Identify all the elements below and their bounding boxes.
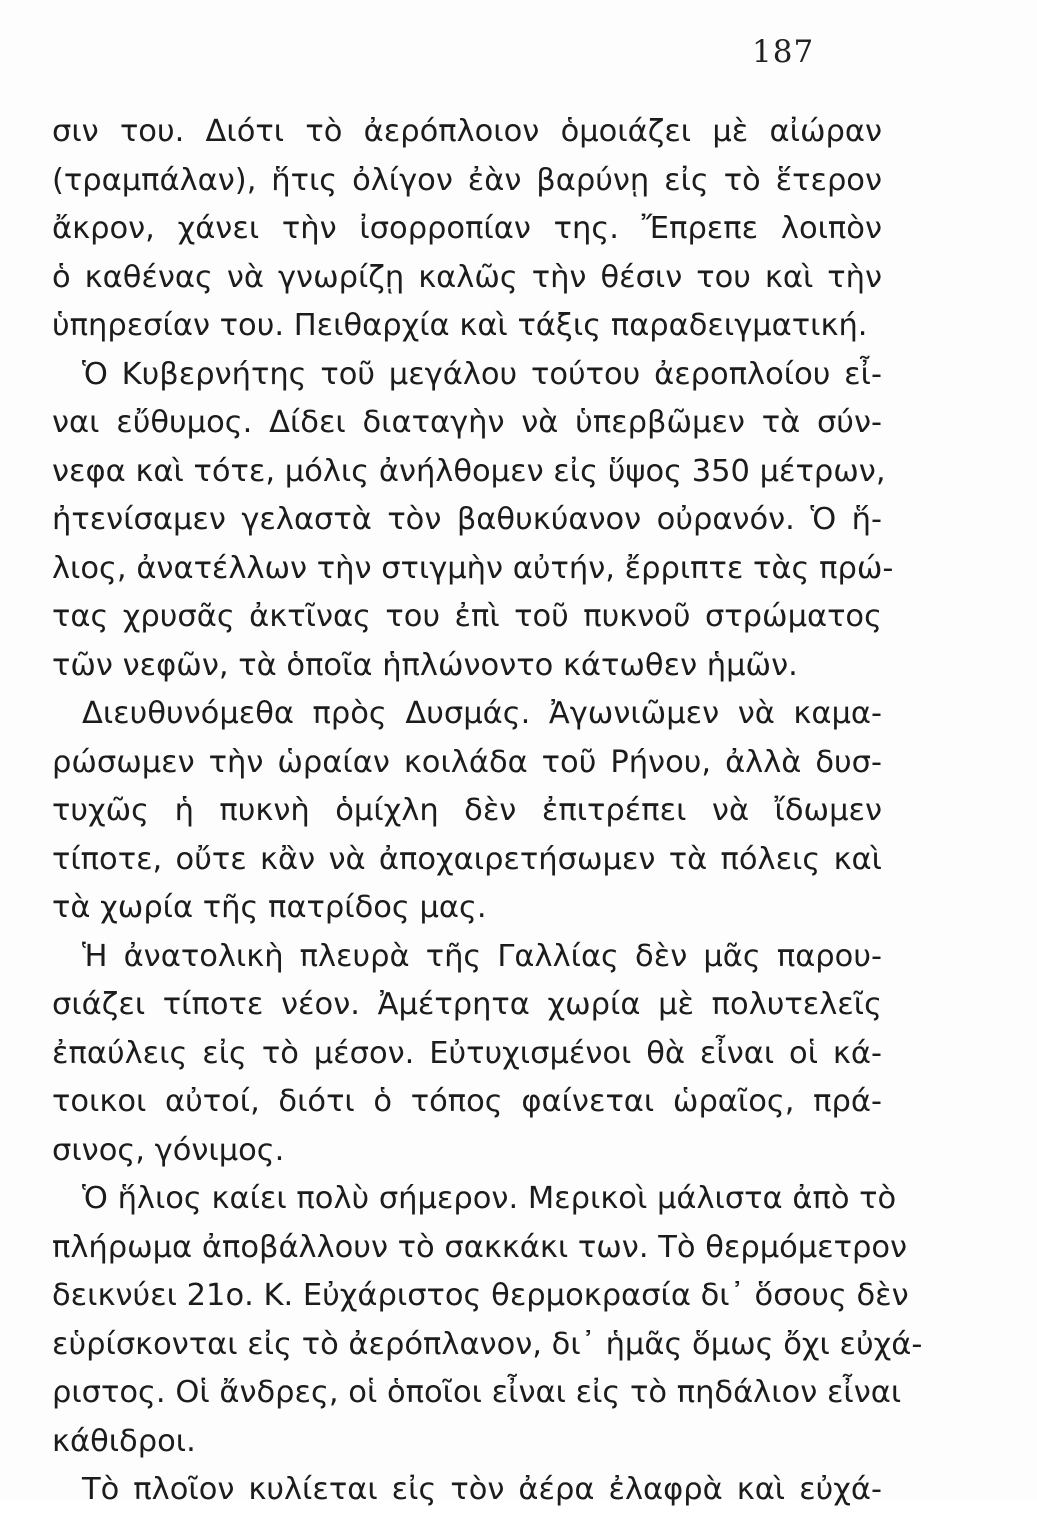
text-line: ὁ καθένας νὰ γνωρίζῃ καλῶς τὴν θέσιν του καὶ τὴν [52,259,882,295]
body-text [52,108,923,1515]
text-line: Ἡ ἀνατολικὴ πλευρὰ τῆς Γαλλίας δὲν μᾶς παρου- [82,938,882,974]
text-line: πλήρωμα ἀποβάλλουν τὸ σακκάκι των. Τὸ θερμόμετρον [52,1229,908,1265]
text-line: δεικνύει 21ο. Κ. Εὐχάριστος θερμοκρασία δι᾽ ὅσους δὲν [52,1278,909,1313]
text-line: σιάζει τίποτε νέον. Ἀμέτρητα χωρία μὲ πολυτελεῖς [52,987,882,1022]
text-line: τυχῶς ἡ πυκνὴ ὁμίχλη δὲν ἐπιτρέπει νὰ ἴδωμεν [52,793,882,828]
text-line: τας χρυσᾶς ἀκτῖνας του ἐπὶ τοῦ πυκνοῦ στρώματος [52,599,882,634]
text-line: ρώσωμεν τὴν ὡραίαν κοιλάδα τοῦ Ρήνου, ἀλλὰ δυσ- [52,744,882,780]
text-line: ἄκρον, χάνει τὴν ἰσορροπίαν της. Ἔπρεπε λοιπὸν [52,211,882,246]
text-line: τίποτε, οὔτε κἂν νὰ ἀποχαιρετήσωμεν τὰ πόλεις καὶ [52,841,882,877]
text-line: Ὁ ἥλιος καίει πολὺ σήμερον. Μερικοὶ μάλιστα ἀπὸ τὸ [82,1181,897,1216]
text-line: νεφα καὶ τότε, μόλις ἀνήλθομεν εἰς ὕψος 350 μέτρων, [52,453,886,489]
text-line: τοικοι αὐτοί, διότι ὁ τόπος φαίνεται ὡραῖος, πρά- [52,1084,882,1119]
text-line: Τὸ πλοῖον κυλίεται εἰς τὸν ἀέρα ἐλαφρὰ καὶ εὐχά- [82,1472,882,1507]
text-line: εὑρίσκονται εἰς τὸ ἀερόπλανον, δι᾽ ἡμᾶς ὅμως ὄχι εὐχά- [52,1326,923,1362]
text-line: ἐπαύλεις εἰς τὸ μέσον. Εὐτυχισμένοι θὰ εἶναι οἱ κά- [52,1035,882,1071]
text-line: σιν του. Διότι τὸ ἀερόπλοιον ὁμοιάζει μὲ αἰώραν [52,114,882,149]
text-line: τῶν νεφῶν, τὰ ὁποῖα ἡπλώνοντο κάτωθεν ἡμῶν. [52,647,798,683]
text-line: Διευθυνόμεθα πρὸς Δυσμάς. Ἀγωνιῶμεν νὰ καμα- [82,696,882,731]
text-line: λιος, ἀνατέλλων τὴν στιγμὴν αὐτήν, ἔρριπτε τὰς πρώ- [52,550,894,586]
text-line: ἠτενίσαμεν γελαστὰ τὸν βαθυκύανον οὐρανόν. Ὁ ἥ- [52,502,882,537]
text-line: Ὁ Κυβερνήτης τοῦ μεγάλου τούτου ἀεροπλοίου εἶ- [82,356,882,392]
text-line: ναι εὔθυμος. Δίδει διαταγὴν νὰ ὑπερβῶμεν τὰ σύν- [52,405,882,440]
text-line: κάθιδροι. [52,1423,196,1459]
text-line: τὰ χωρία τῆς πατρίδος μας. [52,890,487,925]
page-number: 187 [752,34,815,70]
text-line: σινος, γόνιμος. [52,1132,285,1168]
text-line: ριστος. Οἱ ἄνδρες, οἱ ὁποῖοι εἶναι εἰς τὸ πηδάλιον εἶναι [52,1375,902,1410]
text-line: ὑπηρεσίαν του. Πειθαρχία καὶ τάξις παραδειγματική. [52,308,868,343]
text-line: (τραμπάλαν), ἥτις ὀλίγον ἐὰν βαρύνῃ εἰς τὸ ἕτερον [52,162,882,198]
